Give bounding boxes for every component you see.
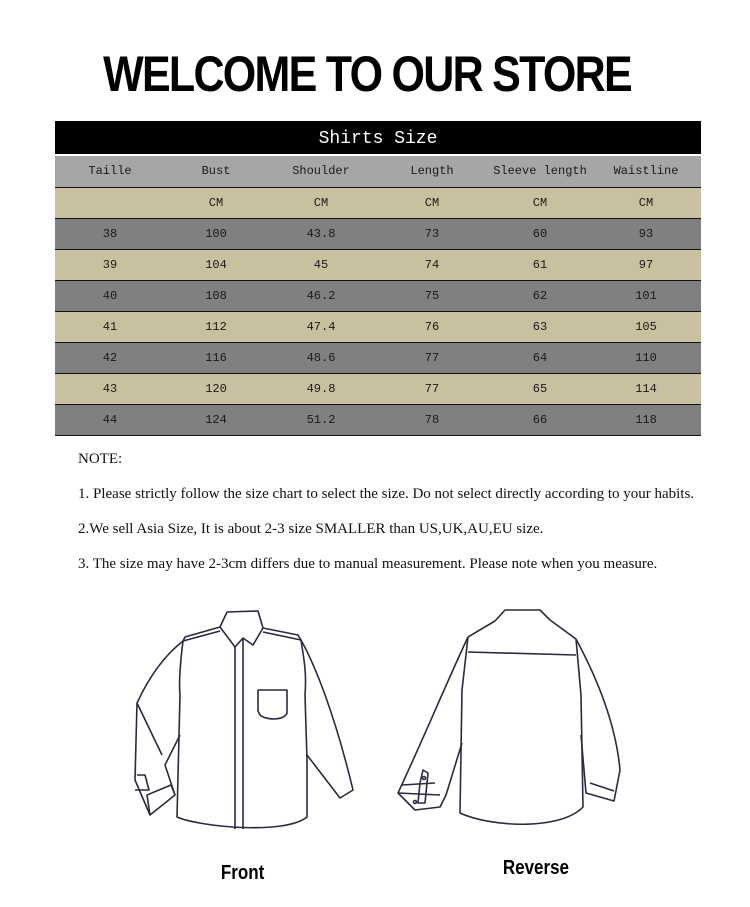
table-row xyxy=(55,219,701,250)
cell-waistline: 97 xyxy=(638,258,654,272)
column-header-taille: Taille xyxy=(88,164,132,178)
cell-waistline: 110 xyxy=(635,351,657,365)
cell-bust: 124 xyxy=(205,413,227,427)
cell-taille: 43 xyxy=(102,382,118,396)
cell-taille: 42 xyxy=(102,351,118,365)
cell-waistline: 118 xyxy=(635,413,657,427)
column-header-bust: Bust xyxy=(201,164,231,178)
unit-cell: CM xyxy=(313,196,329,210)
cell-length: 77 xyxy=(424,382,440,396)
unit-cell: CM xyxy=(208,196,224,210)
unit-cell: CM xyxy=(638,196,654,210)
table-row xyxy=(55,405,701,436)
table-row xyxy=(55,343,701,374)
cell-bust: 104 xyxy=(205,258,227,272)
cell-sleeve-length: 61 xyxy=(532,258,548,272)
table-row xyxy=(55,250,701,281)
cell-sleeve-length: 65 xyxy=(532,382,548,396)
notes-heading: NOTE: xyxy=(78,451,123,467)
size-table-title: Shirts Size xyxy=(55,121,701,156)
unit-cell: CM xyxy=(532,196,548,210)
cell-sleeve-length: 64 xyxy=(532,351,548,365)
cell-length: 78 xyxy=(424,413,440,427)
cell-bust: 116 xyxy=(205,351,227,365)
cell-bust: 112 xyxy=(205,320,227,334)
cell-waistline: 101 xyxy=(635,289,657,303)
cell-waistline: 93 xyxy=(638,227,654,241)
cell-sleeve-length: 60 xyxy=(532,227,548,241)
cell-bust: 100 xyxy=(205,227,227,241)
cell-length: 77 xyxy=(424,351,440,365)
cell-taille: 44 xyxy=(102,413,118,427)
table-row xyxy=(55,374,701,405)
cell-shoulder: 48.6 xyxy=(306,351,336,365)
column-header-sleeve-length: Sleeve length xyxy=(493,164,587,178)
cell-shoulder: 51.2 xyxy=(306,413,336,427)
cell-length: 74 xyxy=(424,258,440,272)
cell-taille: 41 xyxy=(102,320,118,334)
size-table xyxy=(55,121,701,436)
notes-section xyxy=(78,448,694,588)
page-title: WELCOME TO OUR STORE xyxy=(103,46,631,102)
cell-taille: 38 xyxy=(102,227,118,241)
table-row xyxy=(55,312,701,343)
reverse-label: Reverse xyxy=(502,857,570,879)
cell-bust: 108 xyxy=(205,289,227,303)
cell-shoulder: 45 xyxy=(313,258,329,272)
cell-length: 76 xyxy=(424,320,440,334)
cell-shoulder: 46.2 xyxy=(306,289,336,303)
unit-cell: CM xyxy=(424,196,440,210)
cell-sleeve-length: 66 xyxy=(532,413,548,427)
unit-cell xyxy=(55,188,165,218)
cell-shoulder: 43.8 xyxy=(306,227,336,241)
cell-bust: 120 xyxy=(205,382,227,396)
cell-length: 73 xyxy=(424,227,440,241)
cell-sleeve-length: 63 xyxy=(532,320,548,334)
table-row xyxy=(55,281,701,312)
note-item: 3. The size may have 2-3cm differs due to manual measurement. Please note when you measure. xyxy=(78,556,658,572)
cell-taille: 40 xyxy=(102,289,118,303)
front-label: Front xyxy=(220,862,265,884)
cell-waistline: 114 xyxy=(635,382,657,396)
cell-shoulder: 47.4 xyxy=(306,320,336,334)
shirt-front-illustration xyxy=(125,595,360,835)
table-header-row xyxy=(55,156,701,188)
cell-shoulder: 49.8 xyxy=(306,382,336,396)
cell-waistline: 105 xyxy=(635,320,657,334)
column-header-shoulder: Shoulder xyxy=(292,164,350,178)
shirt-reverse-illustration xyxy=(390,595,630,825)
cell-sleeve-length: 62 xyxy=(532,289,548,303)
note-item: 2.We sell Asia Size, It is about 2-3 size SMALLER than US,UK,AU,EU size. xyxy=(78,521,544,537)
note-item: 1. Please strictly follow the size chart to select the size. Do not select directly according to your habits. xyxy=(78,486,695,502)
cell-length: 75 xyxy=(424,289,440,303)
units-row xyxy=(55,188,701,219)
column-header-waistline: Waistline xyxy=(613,164,679,178)
column-header-length: Length xyxy=(410,164,454,178)
cell-taille: 39 xyxy=(102,258,118,272)
